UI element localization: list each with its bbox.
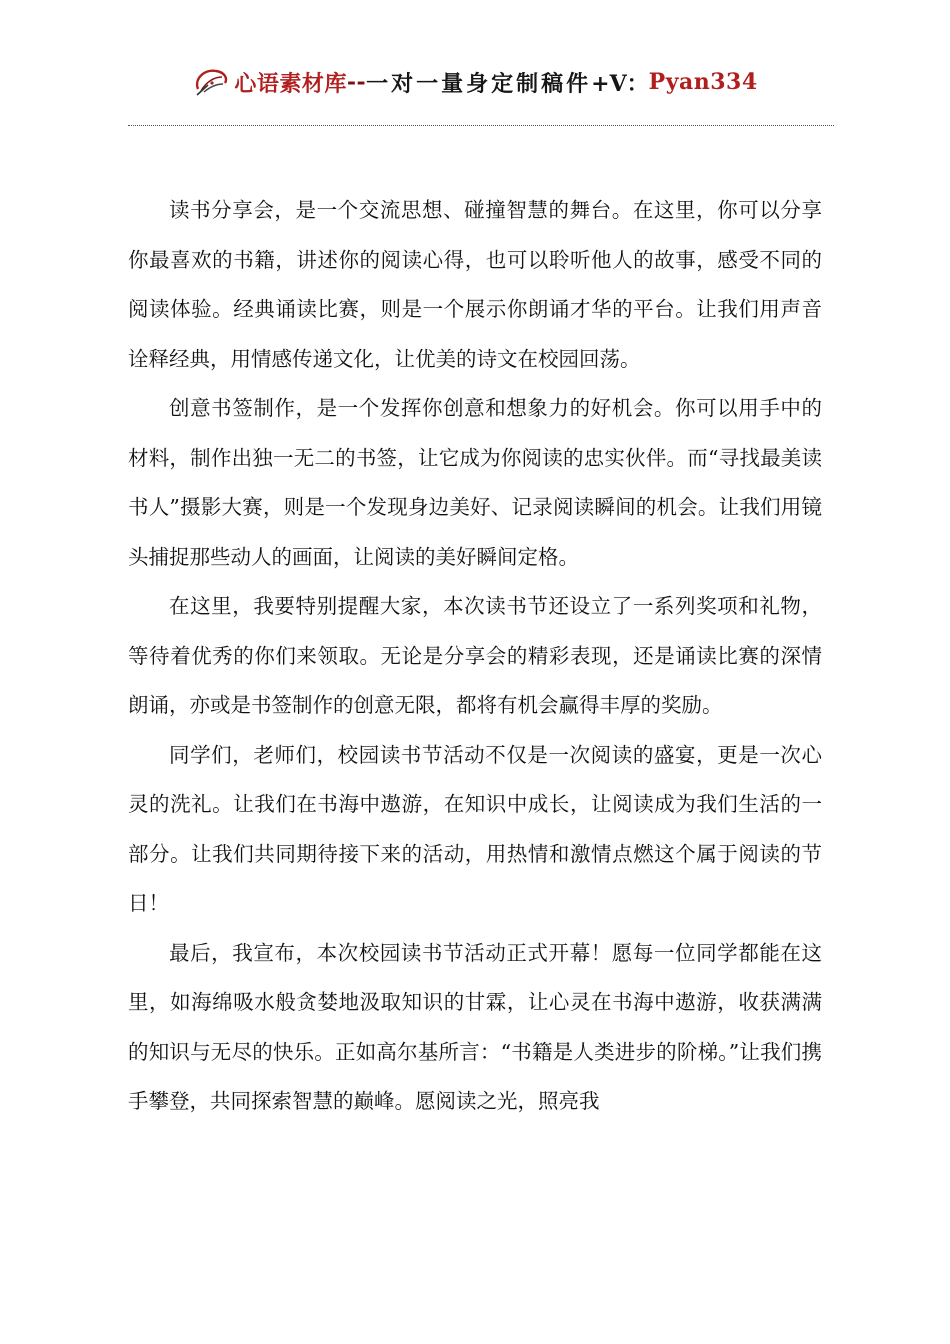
paragraph-3: 在这里，我要特别提醒大家，本次读书节还设立了一系列奖项和礼物，等待着优秀的你们来领取。无论是分享会的精彩表现，还是诵读比赛的深情朗诵，亦或是书签制作的创意无限，都将有机会赢得丰厚的奖励。 bbox=[128, 594, 822, 717]
contact-id: Pyan334 bbox=[648, 69, 758, 95]
brand-separator: -- bbox=[346, 69, 367, 95]
paragraph-4: 同学们，老师们，校园读书节活动不仅是一次阅读的盛宴，更是一次心灵的洗礼。让我们在书海中遨游，在知识中成长，让阅读成为我们生活的一部分。让我们共同期待接下来的活动，用热情和激情点燃这个属于阅读的节日！ bbox=[128, 742, 822, 915]
page-header bbox=[0, 62, 950, 102]
paragraph-2: 创意书签制作，是一个发挥你创意和想象力的好机会。你可以用手中的材料，制作出独一无二的书签，让它成为你阅读的忠实伙伴。而“寻找最美读书人”摄影大赛，则是一个发现身边美好、记录阅读瞬间的机会。让我们用镜头捕捉那些动人的画面，让阅读的美好瞬间定格。 bbox=[128, 396, 822, 569]
header-brand-line bbox=[192, 65, 757, 99]
contact-label: +V： bbox=[591, 70, 649, 97]
header-divider bbox=[128, 125, 834, 126]
document-body bbox=[128, 186, 822, 1127]
feather-swirl-logo-icon bbox=[192, 65, 232, 99]
paragraph-5: 最后，我宣布，本次校园读书节活动正式开幕！愿每一位同学都能在这里，如海绵吸水般贪婪地汲取知识的甘霖，让心灵在书海中遨游，收获满满的知识与无尽的快乐。正如高尔基所言：“书籍是人类进步的阶梯。”让我们携手攀登，共同探索智慧的巅峰。愿阅读之光，照亮我 bbox=[128, 940, 822, 1113]
brand-slogan: 一对一量身定制稿件 bbox=[366, 70, 592, 97]
brand-name: 心语素材库 bbox=[234, 70, 347, 97]
paragraph-1: 读书分享会，是一个交流思想、碰撞智慧的舞台。在这里，你可以分享你最喜欢的书籍，讲述你的阅读心得，也可以聆听他人的故事，感受不同的阅读体验。经典诵读比赛，则是一个展示你朗诵才华的平台。让我们用声音诠释经典，用情感传递文化，让优美的诗文在校园回荡。 bbox=[128, 198, 822, 371]
